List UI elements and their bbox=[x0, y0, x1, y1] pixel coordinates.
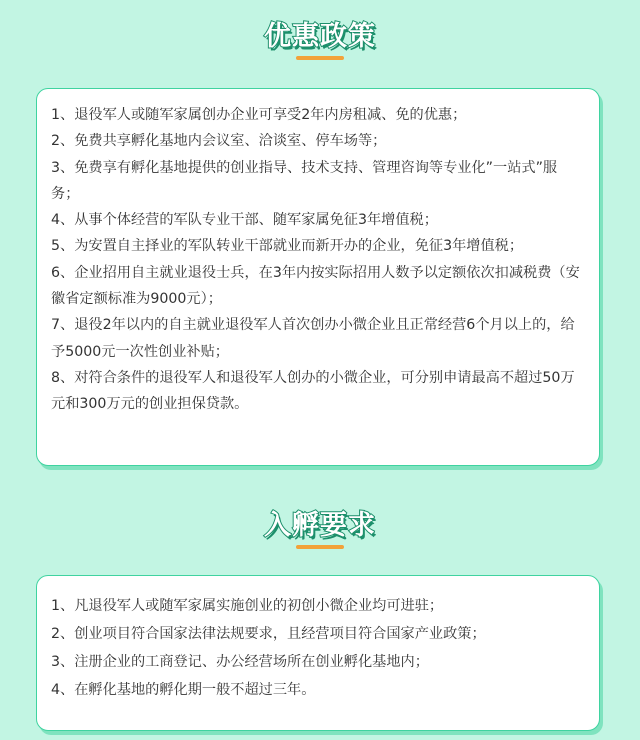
title-underline bbox=[296, 56, 344, 60]
list-item: 6、企业招用自主就业退役士兵，在3年内按实际招用人数予以定额依次扣减税费（安徽省定额标准为9000元）； bbox=[51, 264, 580, 308]
requirements-card bbox=[36, 575, 600, 731]
list-item: 8、对符合条件的退役军人和退役军人创办的小微企业，可分别申请最高不超过50万元和300万元的创业担保贷款。 bbox=[51, 369, 575, 413]
policy-card bbox=[36, 88, 600, 466]
list-item: 2、免费共享孵化基地内会议室、洽谈室、停车场等； bbox=[51, 133, 387, 150]
list-item: 7、退役2年以内的自主就业退役军人首次创办小微企业且正常经营6个月以上的，给予5000元一次性创业补贴； bbox=[51, 317, 575, 360]
requirements-list bbox=[51, 592, 585, 704]
section-title-incubation-requirements: 入孵要求 bbox=[264, 510, 376, 541]
list-item: 1、凡退役军人或随军家属实施创业的初创小微企业均可进驻； bbox=[51, 598, 444, 614]
title-underline bbox=[296, 545, 344, 549]
list-item: 5、为安置自主择业的军队转业干部就业而新开办的企业，免征3年增值税； bbox=[51, 238, 524, 255]
section-title-preferential-policies: 优惠政策 bbox=[264, 21, 376, 52]
list-item: 3、注册企业的工商登记、办公经营场所在创业孵化基地内； bbox=[51, 654, 429, 670]
list-item: 1、退役军人或随军家属创办企业可享受2年内房租减、免的优惠； bbox=[51, 107, 467, 123]
list-item: 4、在孵化基地的孵化期一般不超过三年。 bbox=[51, 682, 316, 698]
list-item: 2、创业项目符合国家法律法规要求，且经营项目符合国家产业政策； bbox=[51, 626, 486, 642]
list-item: 3、免费享有孵化基地提供的创业指导、技术支持、管理咨询等专业化”一站式”服务； bbox=[51, 159, 558, 202]
list-item: 4、从事个体经营的军队专业干部、随军家属免征3年增值税； bbox=[51, 212, 438, 229]
policy-list bbox=[51, 102, 585, 418]
